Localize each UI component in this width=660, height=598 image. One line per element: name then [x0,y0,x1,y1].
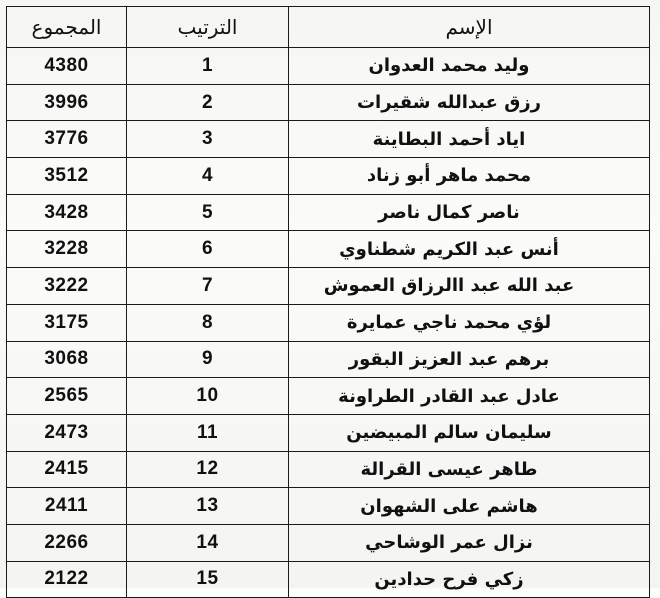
name-text: اياد أحمد البطاينة [372,128,526,150]
table-row [7,561,650,598]
name-text: وليد محمد العدوان [368,55,530,77]
total-cell: 4380 [7,48,127,85]
table-row [7,194,650,231]
name-cell [289,524,650,561]
rank-cell: 5 [127,194,289,231]
name-cell [289,231,650,268]
table-row [7,341,650,378]
name-text: عبد الله عبد االرزاق العموش [323,275,575,297]
table-row [7,84,650,121]
header-total: المجموع [7,7,127,48]
name-cell [289,414,650,451]
rank-cell: 11 [127,414,289,451]
total-cell: 3776 [7,121,127,158]
table-row [7,414,650,451]
name-cell [289,304,650,341]
table-header [7,7,650,48]
total-cell: 2565 [7,378,127,415]
name-cell [289,121,650,158]
total-cell: 2411 [7,488,127,525]
table-row [7,158,650,195]
table-row [7,524,650,561]
total-cell: 3068 [7,341,127,378]
rank-cell: 8 [127,304,289,341]
name-text: رزق عبدالله شقيرات [356,92,542,114]
name-text: طاهر عيسى القرالة [360,458,538,480]
total-cell: 2473 [7,414,127,451]
name-cell [289,158,650,195]
name-cell [289,488,650,525]
name-cell [289,268,650,305]
rank-cell: 10 [127,378,289,415]
name-cell [289,341,650,378]
name-text: لؤي محمد ناجي عمايرة [346,312,552,334]
rank-cell: 15 [127,561,289,598]
total-cell: 2122 [7,561,127,598]
name-cell [289,48,650,85]
name-text: زكي فرح حدادين [374,568,524,590]
name-cell [289,84,650,121]
name-text: محمد ماهر أبو زناد [366,165,532,187]
name-text: عادل عبد القادر الطراونة [338,385,560,407]
rank-cell: 3 [127,121,289,158]
name-text: برهم عبد العزيز البقور [348,348,550,370]
name-text: سليمان سالم المبيضين [346,422,552,444]
table-row [7,268,650,305]
rank-cell: 6 [127,231,289,268]
table-body [7,48,650,598]
total-cell: 3996 [7,84,127,121]
total-cell: 2415 [7,451,127,488]
total-cell: 3428 [7,194,127,231]
total-cell: 3175 [7,304,127,341]
rank-cell: 14 [127,524,289,561]
rank-cell: 12 [127,451,289,488]
table-row [7,231,650,268]
total-cell: 3228 [7,231,127,268]
header-rank: الترتيب [127,7,289,48]
table-row [7,451,650,488]
rank-cell: 9 [127,341,289,378]
table-row [7,48,650,85]
name-cell [289,194,650,231]
table-row [7,378,650,415]
rank-cell: 7 [127,268,289,305]
header-name: الإسم [289,7,650,48]
name-text: أنس عبد الكريم شطناوي [339,238,559,260]
table-row [7,488,650,525]
total-cell: 2266 [7,524,127,561]
name-text: ناصر كمال ناصر [378,202,520,224]
name-cell [289,378,650,415]
rank-cell: 13 [127,488,289,525]
total-cell: 3512 [7,158,127,195]
table-row [7,304,650,341]
name-text: هاشم على الشهوان [360,495,538,517]
results-table [6,6,650,598]
rank-cell: 4 [127,158,289,195]
rank-cell: 1 [127,48,289,85]
header-row [7,7,650,48]
name-text: نزال عمر الوشاحي [365,532,533,554]
name-cell [289,451,650,488]
rank-cell: 2 [127,84,289,121]
name-cell [289,561,650,598]
total-cell: 3222 [7,268,127,305]
table-row [7,121,650,158]
